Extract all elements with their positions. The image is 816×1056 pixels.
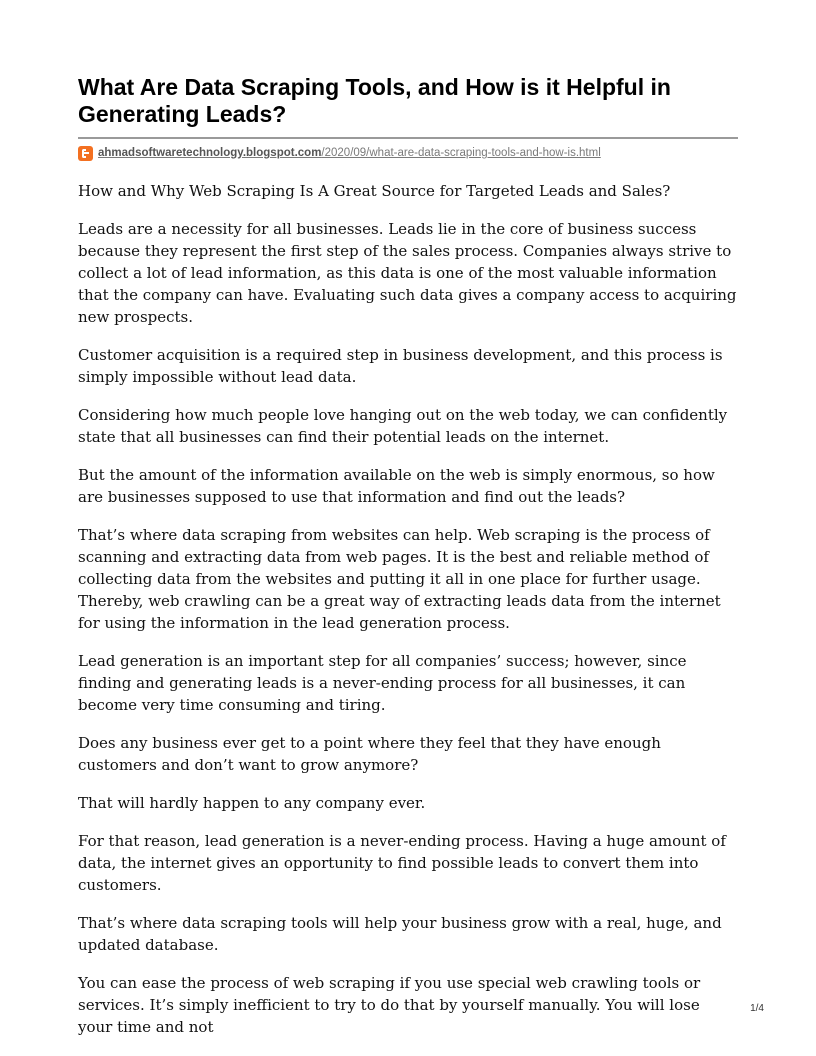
title-divider (78, 137, 738, 139)
article-title: What Are Data Scraping Tools, and How is it Helpful in Generating Leads? (78, 74, 671, 127)
paragraph: That will hardly happen to any company ever. (78, 794, 426, 812)
paragraph: But the amount of the information available on the web is simply enormous, so how are businesses supposed to use that information and find out the leads? (78, 466, 715, 506)
paragraph: Leads are a necessity for all businesses. Leads lie in the core of business success because they represent the first step of the sales process. Companies always strive to collect a lot of lead information, as this data is one of the most valuable information that the company can have. Evaluating such data gives a company access to acquiring new prospects. (78, 220, 737, 326)
paragraph: Lead generation is an important step for all companies’ success; however, since finding and generating leads is a never-ending process for all businesses, it can become very time consuming and tiring. (78, 652, 687, 714)
paragraph: That’s where data scraping tools will help your business grow with a real, huge, and updated database. (78, 914, 722, 954)
paragraph: You can ease the process of web scraping if you use special web crawling tools or services. It’s simply inefficient to try to do that by yourself manually. You will lose your time and not (78, 974, 701, 1036)
paragraph: For that reason, lead generation is a never-ending process. Having a huge amount of data, the internet gives an opportunity to find possible leads to convert them into customers. (78, 832, 726, 894)
paragraph: How and Why Web Scraping Is A Great Source for Targeted Leads and Sales? (78, 182, 671, 200)
source-path: /2020/09/what-are-data-scraping-tools-and-how-is.html (321, 147, 601, 159)
source-domain: ahmadsoftwaretechnology.blogspot.com (98, 147, 322, 159)
paragraph: That’s where data scraping from websites can help. Web scraping is the process of scanning and extracting data from web pages. It is the best and reliable method of collecting data from the websites and putting it all in one place for further usage. Thereby, web crawling can be a great way of extracting leads data from the internet for using the information in the lead generation process. (78, 526, 721, 632)
article-body (78, 180, 738, 1038)
page-number: 1/4 (750, 1003, 764, 1014)
source-line (78, 144, 738, 162)
paragraph: Customer acquisition is a required step in business development, and this process is simply impossible without lead data. (78, 346, 723, 386)
document-page (78, 74, 738, 1054)
source-link[interactable] (98, 147, 601, 159)
paragraph: Considering how much people love hanging out on the web today, we can confidently state that all businesses can find their potential leads on the internet. (78, 406, 728, 446)
paragraph: Does any business ever get to a point where they feel that they have enough customers and don’t want to grow anymore? (78, 734, 661, 774)
blogger-icon (78, 146, 93, 161)
